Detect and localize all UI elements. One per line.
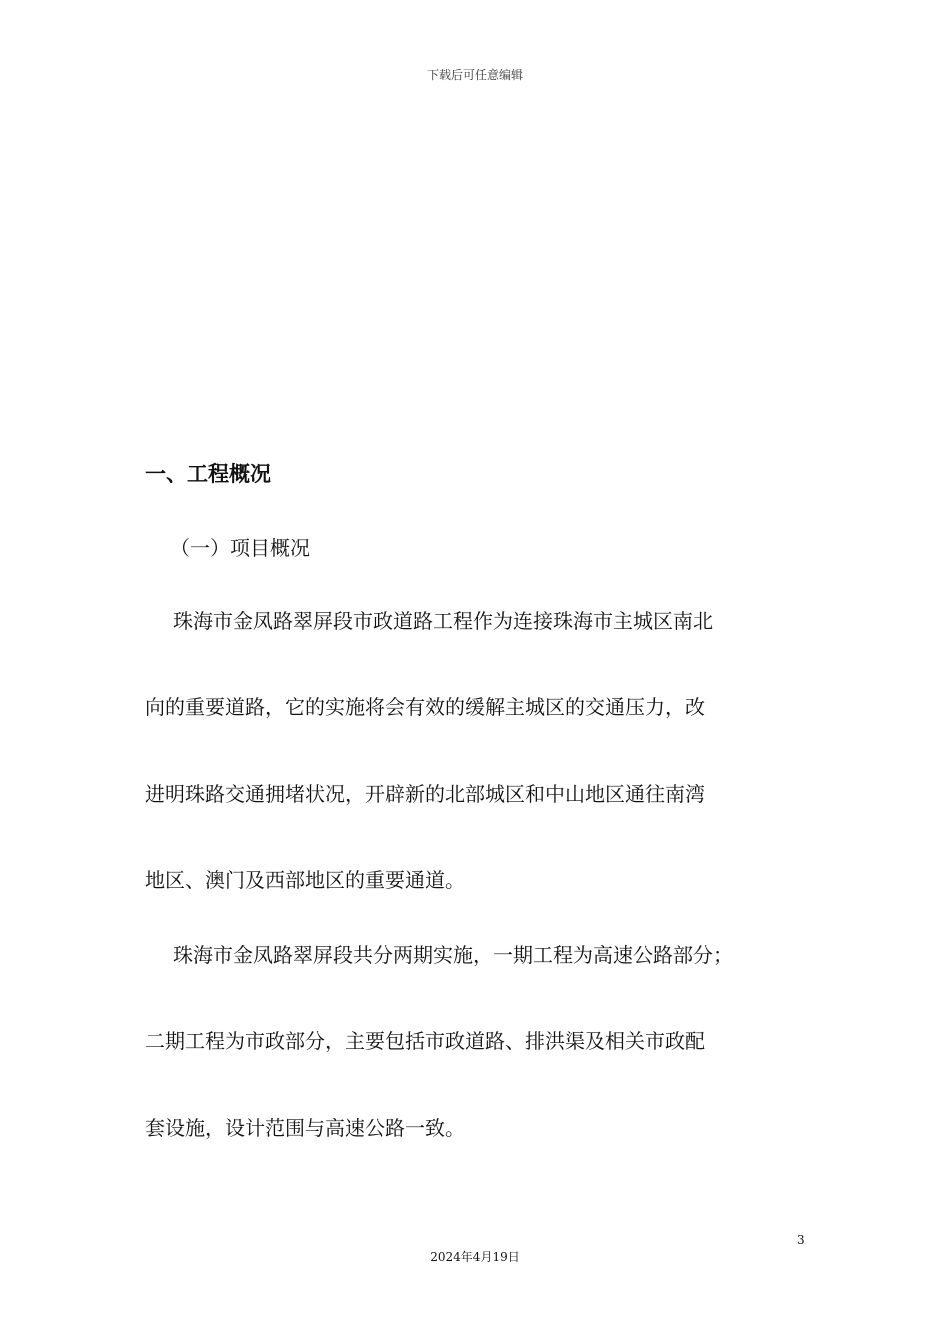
paragraph-line: 进明珠路交通拥堵状况，开辟新的北部城区和中山地区通往南湾 (145, 782, 705, 806)
paragraph-line: 向的重要道路，它的实施将会有效的缓解主城区的交通压力，改 (145, 695, 705, 719)
footer-date: 2024年4月19日 (430, 1250, 520, 1264)
paragraph-line: 二期工程为市政部分，主要包括市政道路、排洪渠及相关市政配 (145, 1029, 705, 1053)
paragraph-line: 珠海市金凤路翠屏段市政道路工程作为连接珠海市主城区南北 (173, 609, 713, 633)
page-number: 3 (797, 1233, 805, 1247)
paragraph-line: 地区、澳门及西部地区的重要通道。 (145, 868, 465, 892)
section-title: 一、工程概况 (145, 462, 271, 486)
paragraph-line: 套设施，设计范围与高速公路一致。 (145, 1116, 465, 1140)
subsection-title: （一）项目概况 (170, 536, 310, 560)
page-header: 下载后可任意编辑 (426, 68, 523, 82)
paragraph-line: 珠海市金凤路翠屏段共分两期实施，一期工程为高速公路部分； (173, 943, 733, 967)
